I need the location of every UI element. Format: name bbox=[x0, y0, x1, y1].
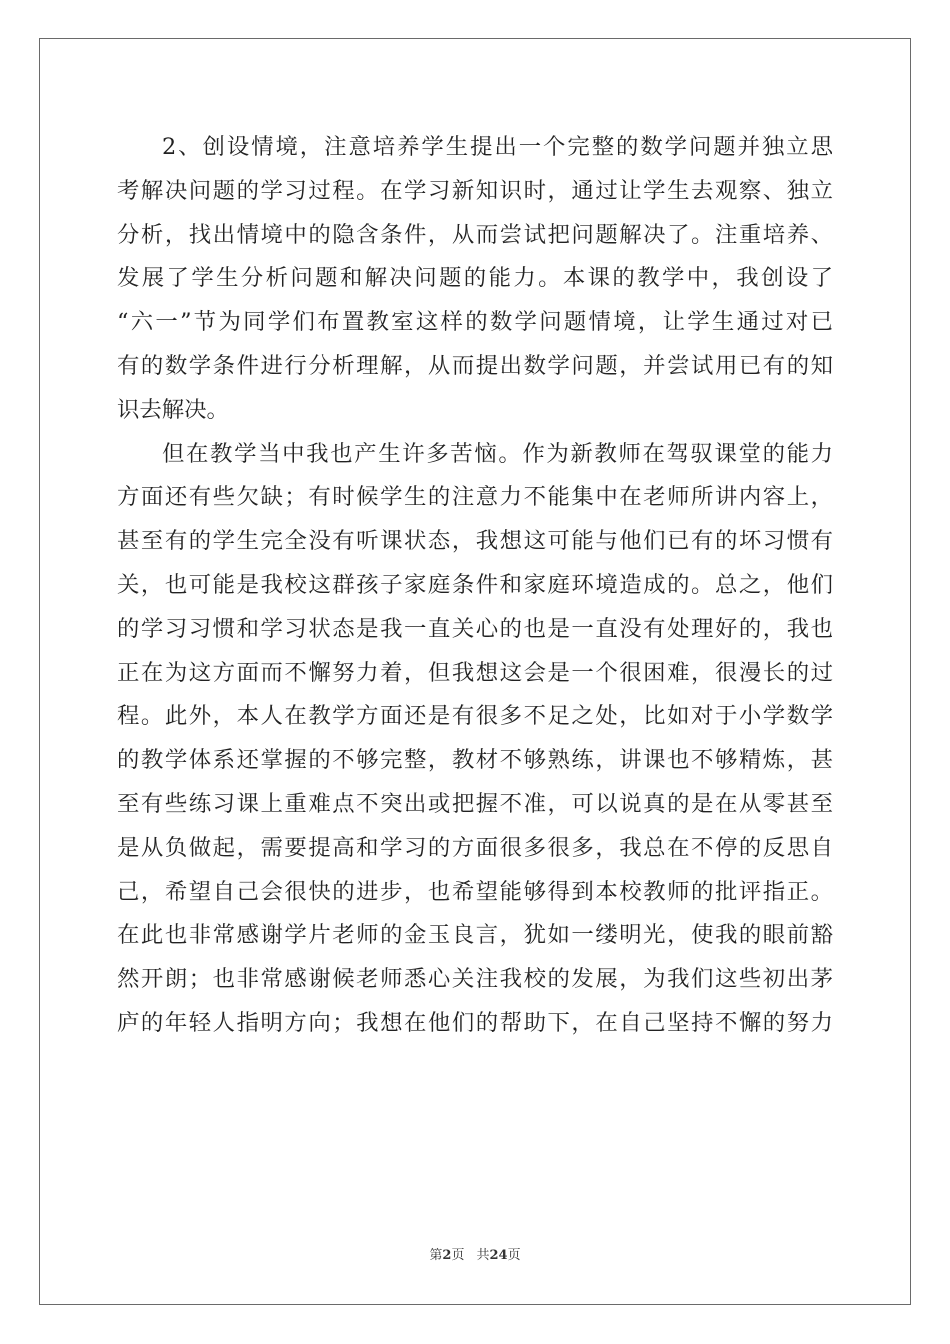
paragraph-2 bbox=[117, 433, 833, 1046]
page-prefix: 第 bbox=[429, 1248, 443, 1263]
text-line: 方面还有些欠缺；有时候学生的注意力不能集中在老师所讲内容上， bbox=[117, 484, 833, 511]
paragraph-1 bbox=[117, 126, 833, 433]
text-line: 2、创设情境，注意培养学生提出一个完整的数学问题并独立思 bbox=[162, 134, 833, 160]
document-body bbox=[117, 126, 833, 1046]
page-unit: 页 bbox=[451, 1248, 465, 1263]
text-line: 至有些练习课上重难点不突出或把握不准，可以说真的是在从零甚至 bbox=[117, 790, 833, 817]
text-line: 关，也可能是我校这群孩子家庭条件和家庭环境造成的。总之，他们 bbox=[117, 571, 833, 598]
text-line: 庐的年轻人指明方向；我想在他们的帮助下，在自己坚持不懈的努力 bbox=[117, 1009, 833, 1036]
text-line: 发展了学生分析问题和解决问题的能力。本课的教学中，我创设了 bbox=[117, 265, 833, 292]
text-line: 是从负做起，需要提高和学习的方面很多很多，我总在不停的反思自 bbox=[117, 834, 833, 861]
text-line: 己，希望自己会很快的进步，也希望能够得到本校教师的批评指正。 bbox=[117, 878, 833, 905]
text-line: 分析，找出情境中的隐含条件，从而尝试把问题解决了。注重培养、 bbox=[117, 221, 833, 248]
text-line: 程。此外，本人在教学方面还是有很多不足之处，比如对于小学数学 bbox=[117, 703, 833, 730]
text-line: 识去解决。 bbox=[117, 396, 229, 423]
text-line: 正在为这方面而不懈努力着，但我想这会是一个很困难，很漫长的过 bbox=[117, 659, 833, 686]
current-page-number: 2 bbox=[442, 1248, 452, 1263]
text-line: 然开朗；也非常感谢候老师悉心关注我校的发展，为我们这些初出茅 bbox=[117, 966, 833, 993]
total-page-number: 24 bbox=[489, 1248, 508, 1263]
text-line: 在此也非常感谢学片老师的金玉良言，犹如一缕明光，使我的眼前豁 bbox=[117, 922, 833, 949]
total-unit: 页 bbox=[507, 1248, 521, 1263]
page-footer bbox=[0, 1244, 950, 1263]
text-line: 的教学体系还掌握的不够完整，教材不够熟练，讲课也不够精炼，甚 bbox=[117, 747, 833, 774]
text-line: 考解决问题的学习过程。在学习新知识时，通过让学生去观察、独立 bbox=[117, 177, 833, 204]
text-line: 但在教学当中我也产生许多苦恼。作为新教师在驾驭课堂的能力 bbox=[162, 440, 833, 467]
text-line: 的学习习惯和学习状态是我一直关心的也是一直没有处理好的，我也 bbox=[117, 615, 833, 642]
text-line: 甚至有的学生完全没有听课状态，我想这可能与他们已有的坏习惯有 bbox=[117, 528, 833, 555]
text-line: 有的数学条件进行分析理解，从而提出数学问题，并尝试用已有的知 bbox=[117, 352, 833, 379]
total-prefix: 共 bbox=[476, 1248, 490, 1263]
text-line: “六一”节为同学们布置教室这样的数学问题情境，让学生通过对已 bbox=[117, 309, 833, 336]
